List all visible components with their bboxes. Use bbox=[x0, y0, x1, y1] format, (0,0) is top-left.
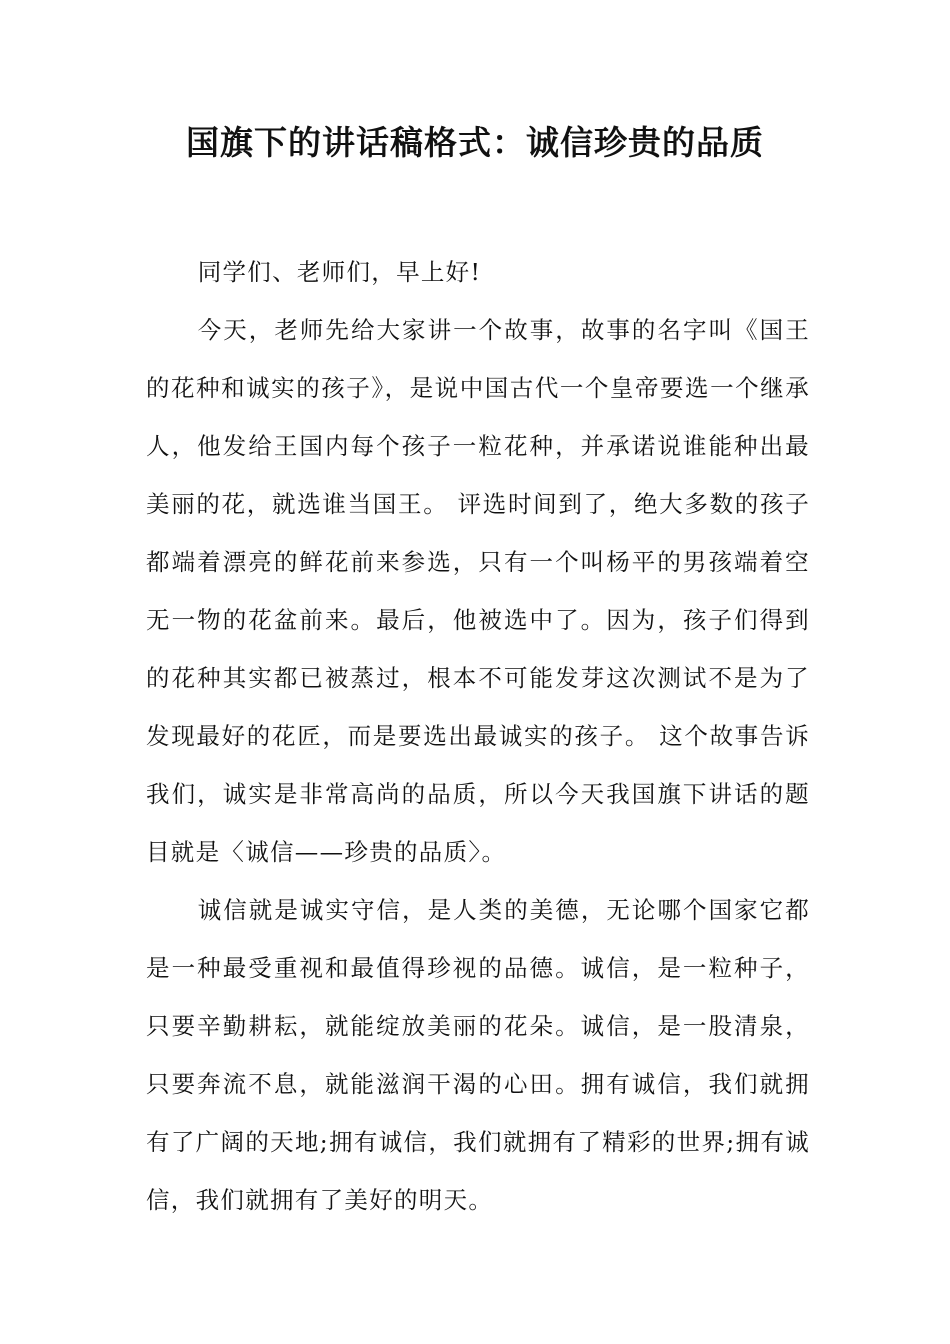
story-paragraph: 今天，老师先给大家讲一个故事，故事的名字叫《国王的花种和诚实的孩子》，是说中国古代一个皇帝要选一个继承人，他发给王国内每个孩子一粒花种，并承诺说谁能种出最美丽的花，就选谁当国王。 评选时间到了，绝大多数的孩子都端着漂亮的鲜花前来参选，只有一个叫杨平的男孩端着空无一物的花盆前来。最后，他被选中了。因为，孩子们得到的花种其实都已被蒸过，根本不可能发芽这次测试不是为了发现最好的花匠，而是要选出最诚实的孩子。 这个故事告诉我们，诚实是非常高尚的品质，所以今天我国旗下讲话的题目就是〈诚信——珍贵的品质〉。 bbox=[146, 316, 810, 866]
greeting-paragraph: 同学们、老师们，早上好! bbox=[197, 258, 482, 286]
integrity-paragraph: 诚信就是诚实守信，是人类的美德，无论哪个国家它都是一种最受重视和最值得珍视的品德。诚信，是一粒种子，只要辛勤耕耘，就能绽放美丽的花朵。诚信，是一股清泉，只要奔流不息，就能滋润干渴的心田。拥有诚信，我们就拥有了广阔的天地;拥有诚信，我们就拥有了精彩的世界;拥有诚信，我们就拥有了美好的明天。 bbox=[146, 896, 810, 1214]
document-title: 国旗下的讲话稿格式：诚信珍贵的品质 bbox=[186, 123, 764, 162]
document-body bbox=[146, 243, 810, 1229]
